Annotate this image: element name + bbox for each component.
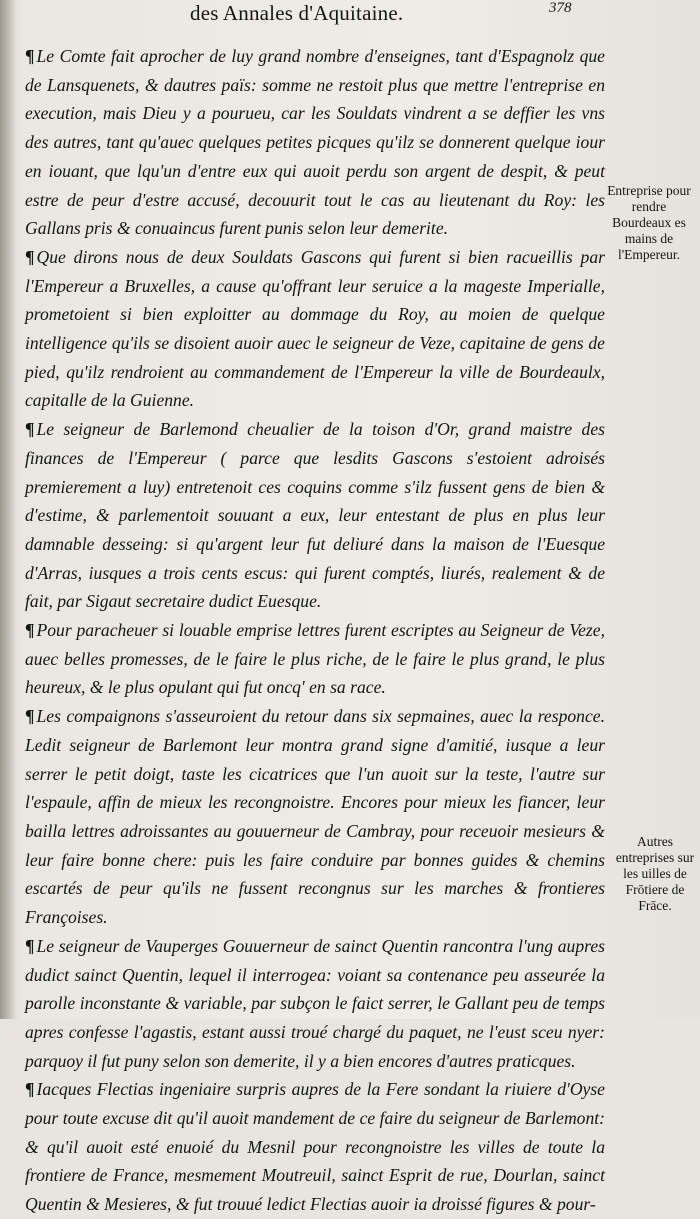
paragraph-text: Le Comte fait aprocher de luy grand nombre d'enseignes, tant d'Espagnolz que de Lansquenets, & dautres païs: somme ne restoit plus que mettre l'entreprise en execution, mais Dieu y a pourueu, car les Souldats vindrent a se deffier les vns des autres, tant qu'auec quelques petites picques qu'ilz se donnerent quelque iour en iouant, que lqu'un d'entre eux qui auoit perdu son argent de despit, & peut estre de peur d'estre accusé, decouurit tout le cas au lieutenant du Roy: les Gallans pris & conuaincus furent punis selon leur demerite. <box>25 46 605 239</box>
running-title: des Annales d'Aquitaine. <box>190 1 404 25</box>
paragraph-text: Le seigneur de Barlemond cheualier de la toison d'Or, grand maistre des finances de l'Empereur ( parce que lesdits Gascons s'estoient adroisés premierement a luy) entretenoit ces coquins comme s'ilz fussent gens de bien & d'estime, & parlementoit souuant a eux, leur entestant de plus en plus leur damnable desseing: si qu'argent leur fut deliuré dans la maison de l'Euesque d'Arras, iusques a trois cents escus: qui furent comptés, liurés, realement & de fait, par Sigaut secretaire dudict Euesque. <box>25 419 605 612</box>
paragraph-text: Que dirons nous de deux Souldats Gascons qui furent si bien racueillis par l'Empereur a Bruxelles, a cause qu'offrant leur seruice a la mageste Imperialle, prometoient si bien exploitter au dommage du Roy, au moien de quelque intelligence qu'ils se disoient auoir auec le seigneur de Veze, capitaine de gens de pied, qu'ilz rendroient au commandement de l'Empereur la ville de Bourdeaulx, capitalle de la Guienne. <box>25 246 605 411</box>
folio-number: 378 <box>549 0 572 16</box>
margin-note: Entreprise pour rendre Bourdeaux es mains de l'Empereur. <box>607 183 691 262</box>
paragraph <box>25 702 605 932</box>
paragraph-text: Iacques Flectias ingeniaire surpris aupres de la Fere sondant la riuiere d'Oyse pour toute excuse dit qu'il auoit mandement de ce faire du seigneur de Barlemont: & qu'il auoit esté enuoié du Mesnil pour recongnoistre les villes de toute la frontiere de France, mesmement Moutreuil, sainct Esprit de rue, Dourlan, sainct Quentin & Mesieres, & fut trouué ledict Flectias auoir ia droissé figures & pour- <box>25 1079 605 1215</box>
paragraph <box>25 1075 605 1219</box>
main-text-block <box>25 42 605 1219</box>
paragraph-text: Pour paracheuer si louable emprise lettres furent escriptes au Seigneur de Veze, auec belles promesses, de le faire le plus riche, de le faire le plus grand, le plus heureux, & le plus opulant qui fut oncq' en sa race. <box>25 620 605 698</box>
paragraph <box>25 243 605 415</box>
paragraph <box>25 415 605 616</box>
pilcrow-mark: ¶ <box>25 706 35 727</box>
pilcrow-mark: ¶ <box>25 246 35 267</box>
paragraph <box>25 616 605 702</box>
pilcrow-mark: ¶ <box>25 935 35 956</box>
paragraph-text: Le seigneur de Vauperges Gouuerneur de sainct Quentin rancontra l'ung aupres dudict sainct Quentin, lequel il interrogea: voiant sa contenance peu asseurée la parolle inconstante & variable, par subçon le faict serrer, le Gallant peu de temps apres confesse l'agastis, estant aussi troué chargé du paquet, ne l'eust sceu nyer: parquoy il fut puny selon son demerite, il y a bien encores d'autres praticques. <box>25 935 605 1071</box>
pilcrow-mark: ¶ <box>25 46 35 66</box>
pilcrow-mark: ¶ <box>25 620 35 641</box>
gutter-shadow <box>0 0 16 1019</box>
paragraph <box>25 932 605 1076</box>
pilcrow-mark: ¶ <box>25 1079 35 1100</box>
paragraph-text: Les compaignons s'asseuroient du retour dans six sepmaines, auec la responce. Ledit seigneur de Barlemont leur montra grand signe d'amitié, iusque a leur serrer le petit doigt, taste les cicatrices que l'un auoit sur la teste, l'autre sur l'espaule, affin de mieux les recongnoistre. Encores pour mieux les fiancer, leur bailla lettres adroissantes au gouuerneur de Cambray, pour receuoir mesieurs & leur faire bonne chere: puis les faire conduire par bonnes guides & chemins escartés de peur qu'ils ne fussent recongnus sur les marches & frontieres Françoises. <box>25 706 605 928</box>
margin-note: Autres entreprises sur les uilles de Frōtiere de Frāce. <box>615 834 695 913</box>
paragraph <box>25 42 605 243</box>
pilcrow-mark: ¶ <box>25 419 35 440</box>
